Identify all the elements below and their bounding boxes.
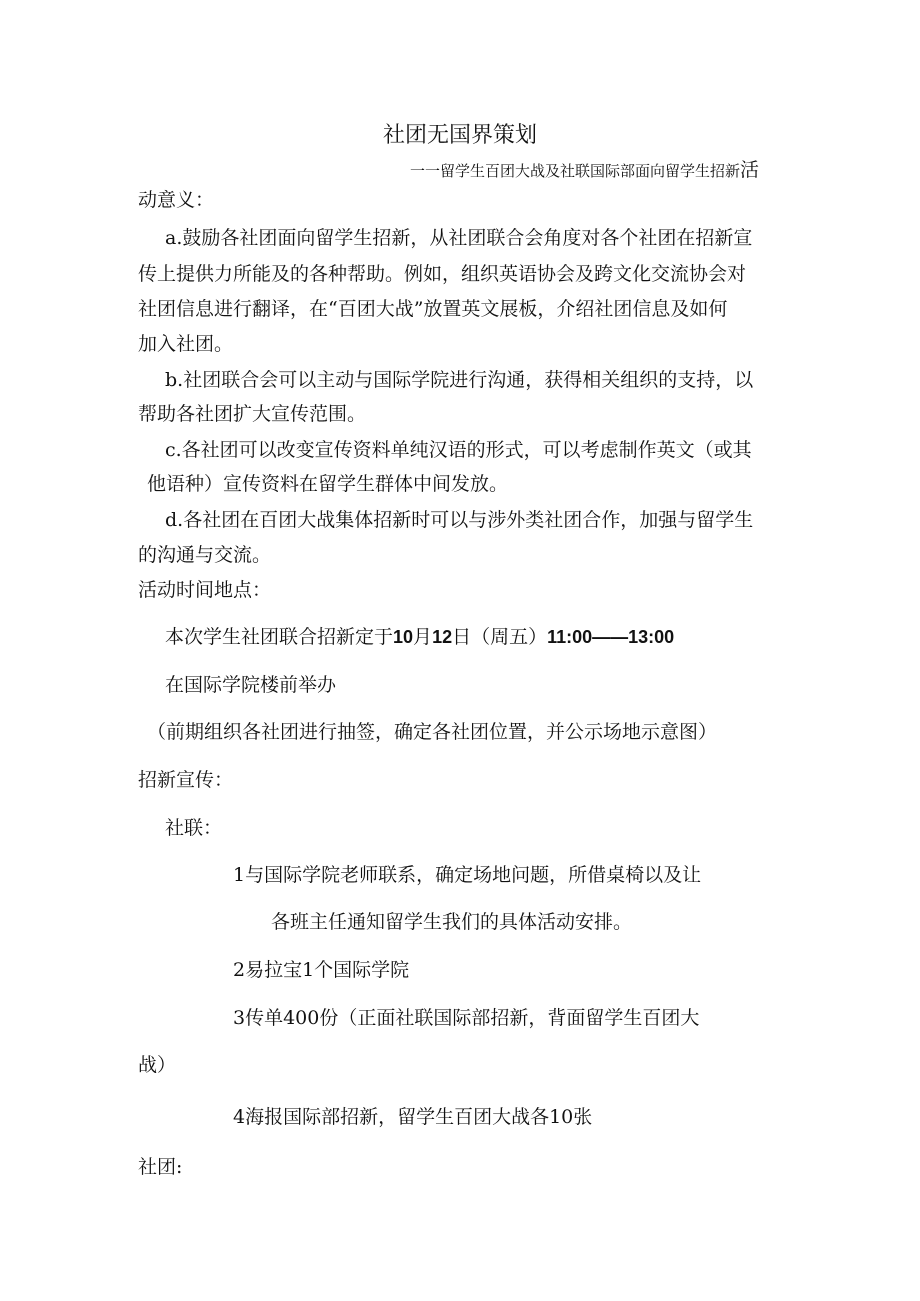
section-heading-promotion: 招新宣传： bbox=[138, 769, 234, 791]
paragraph-c-line-2: 他语种）宣传资料在留学生群体中间发放。 bbox=[147, 473, 509, 495]
event-day-label: 日（周五） bbox=[452, 626, 548, 648]
subtitle-tail: 活 bbox=[740, 159, 760, 181]
section-heading-time-place: 活动时间地点： bbox=[138, 579, 272, 601]
event-day-number: 12 bbox=[432, 627, 453, 647]
section-heading-meaning: 动意义： bbox=[138, 189, 215, 211]
paragraph-d-line-2: 的沟通与交流。 bbox=[138, 544, 272, 566]
event-time-prefix: 本次学生社团联合招新定于 bbox=[165, 626, 394, 648]
document-subtitle bbox=[410, 160, 759, 181]
paragraph-a-line-3: 社团信息进行翻译，在“百团大战”放置英文展板，介绍社团信息及如何 bbox=[138, 298, 728, 320]
event-month-label: 月 bbox=[413, 626, 433, 648]
paragraph-a-line-2: 传上提供力所能及的各种帮助。例如，组织英语协会及跨文化交流协会对 bbox=[138, 263, 747, 285]
paragraph-a-line-4: 加入社团。 bbox=[138, 333, 234, 355]
paragraph-c-line-1: c.各社团可以改变宣传资料单纯汉语的形式，可以考虑制作英文（或其 bbox=[165, 439, 752, 461]
promotion-union-label: 社联： bbox=[165, 817, 223, 839]
document-title: 社团无国界策划 bbox=[383, 123, 538, 148]
event-place-note: （前期组织各社团进行抽签，确定各社团位置，并公示场地示意图） bbox=[147, 721, 718, 743]
promotion-item-3-line-1: 3传单400份（正面社联国际部招新，背面留学生百团大 bbox=[233, 1007, 700, 1029]
subtitle-text: 一一留学生百团大战及社联国际部面向留学生招新 bbox=[410, 162, 741, 180]
promotion-item-2: 2易拉宝1个国际学院 bbox=[233, 959, 410, 981]
event-time bbox=[165, 625, 674, 649]
promotion-item-1-line-2: 各班主任通知留学生我们的具体活动安排。 bbox=[271, 911, 633, 933]
event-time-range: 11:00——13:00 bbox=[547, 627, 675, 647]
section-heading-clubs: 社团: bbox=[138, 1156, 183, 1178]
event-place: 在国际学院楼前举办 bbox=[165, 674, 337, 696]
promotion-item-4: 4海报国际部招新，留学生百团大战各10张 bbox=[233, 1106, 593, 1128]
paragraph-a-line-1: a.鼓励各社团面向留学生招新，从社团联合会角度对各个社团在招新宣 bbox=[165, 227, 753, 249]
paragraph-b-line-1: b.社团联合会可以主动与国际学院进行沟通，获得相关组织的支持，以 bbox=[165, 369, 754, 391]
event-month-number: 10 bbox=[393, 627, 414, 647]
paragraph-b-line-2: 帮助各社团扩大宣传范围。 bbox=[138, 403, 367, 425]
paragraph-d-line-1: d.各社团在百团大战集体招新时可以与涉外类社团合作，加强与留学生 bbox=[165, 509, 754, 531]
promotion-item-3-line-2: 战） bbox=[138, 1054, 177, 1076]
promotion-item-1-line-1: 1与国际学院老师联系，确定场地问题，所借桌椅以及让 bbox=[233, 864, 702, 886]
